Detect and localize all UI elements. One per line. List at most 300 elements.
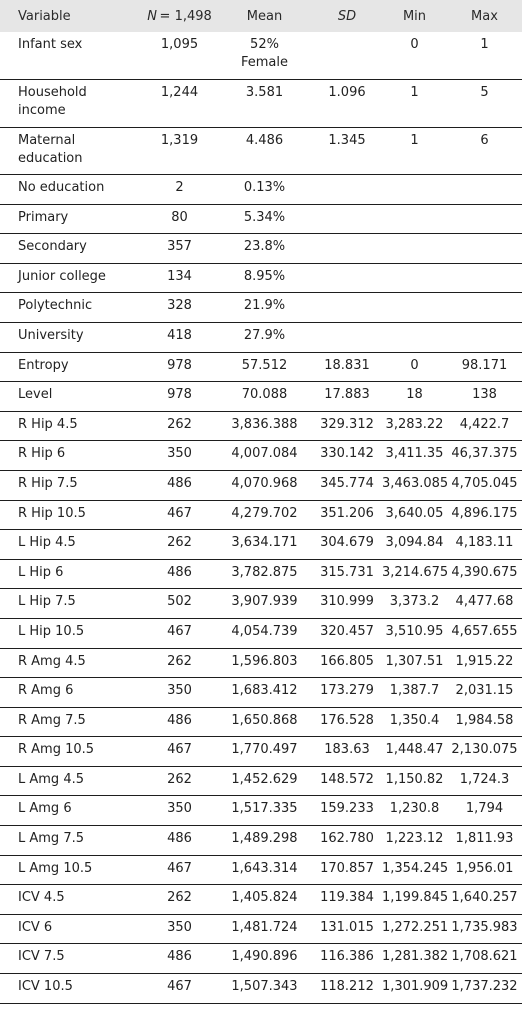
cell-mean <box>217 263 312 293</box>
cell-sd <box>312 826 382 856</box>
cell-n-text: 486 <box>167 712 192 728</box>
cell-n <box>142 352 217 382</box>
cell-max <box>447 204 522 234</box>
cell-sd <box>312 127 382 175</box>
cell-mean <box>217 293 312 323</box>
table-row <box>0 263 522 293</box>
cell-min <box>382 80 447 128</box>
cell-sd <box>312 855 382 885</box>
cell-sd-text: 118.212 <box>320 979 374 995</box>
cell-mean-text: 1,770.497 <box>231 742 298 758</box>
cell-mean-text: 4.486 <box>245 132 284 148</box>
cell-min <box>382 707 447 737</box>
cell-sd <box>312 796 382 826</box>
cell-n-text: 502 <box>167 594 192 610</box>
cell-mean <box>217 678 312 708</box>
table-row <box>0 80 522 128</box>
cell-variable <box>0 737 142 767</box>
table-row <box>0 441 522 471</box>
cell-variable <box>0 293 142 323</box>
cell-sd <box>312 737 382 767</box>
cell-min-text: 1 <box>410 85 419 100</box>
cell-mean <box>217 826 312 856</box>
header-n-label: N <box>147 8 157 24</box>
cell-variable <box>0 234 142 264</box>
cell-sd <box>312 234 382 264</box>
cell-n-text: 2 <box>175 180 184 195</box>
cell-sd-text: 345.774 <box>320 475 374 491</box>
cell-mean-text: 3,907.939 <box>231 594 298 610</box>
cell-n <box>142 204 217 234</box>
table-row <box>0 648 522 678</box>
cell-max <box>447 796 522 826</box>
cell-variable-text: R Amg 4.5 <box>18 653 86 669</box>
cell-n <box>142 32 217 80</box>
cell-sd-text: 173.279 <box>320 683 374 699</box>
cell-max-text: 6 <box>480 132 489 148</box>
cell-max <box>447 618 522 648</box>
cell-max-text: 4,657.655 <box>451 623 518 639</box>
cell-n-text: 357 <box>167 239 192 255</box>
cell-max <box>447 441 522 471</box>
cell-min-text: 1 <box>410 132 419 148</box>
cell-n <box>142 707 217 737</box>
cell-mean <box>217 796 312 826</box>
cell-min-text: 3,510.95 <box>385 623 444 639</box>
cell-mean <box>217 411 312 441</box>
cell-mean-text: 3,634.171 <box>231 535 298 551</box>
cell-variable <box>0 322 142 352</box>
cell-variable-text: R Hip 6 <box>18 446 66 462</box>
cell-min <box>382 589 447 619</box>
cell-max <box>447 500 522 530</box>
header-variable: Variable <box>18 8 71 24</box>
cell-n-text: 328 <box>167 298 192 314</box>
cell-sd <box>312 411 382 441</box>
cell-n-text: 418 <box>167 327 192 343</box>
cell-variable <box>0 707 142 737</box>
cell-max <box>447 974 522 1004</box>
cell-min <box>382 263 447 293</box>
cell-max <box>447 855 522 885</box>
header-n <box>142 0 217 32</box>
cell-n-text: 467 <box>167 623 192 639</box>
cell-n-text: 467 <box>167 742 192 758</box>
cell-mean-text: 1,452.629 <box>231 771 298 787</box>
cell-max <box>447 559 522 589</box>
cell-sd <box>312 322 382 352</box>
header-max: Max <box>471 8 498 24</box>
cell-min-text: 0 <box>410 37 419 52</box>
cell-sd <box>312 589 382 619</box>
cell-mean-text: 8.95% <box>243 268 286 284</box>
cell-n <box>142 796 217 826</box>
cell-max-text: 1,811.93 <box>455 831 514 847</box>
cell-variable-text: Level <box>18 387 53 403</box>
cell-max-text: 2,031.15 <box>455 683 514 699</box>
cell-min <box>382 648 447 678</box>
cell-min-text: 1,272.251 <box>382 919 449 935</box>
cell-variable <box>0 914 142 944</box>
cell-n <box>142 885 217 915</box>
cell-max <box>447 885 522 915</box>
cell-mean <box>217 234 312 264</box>
cell-mean <box>217 559 312 589</box>
cell-min <box>382 885 447 915</box>
cell-n <box>142 263 217 293</box>
cell-max <box>447 234 522 264</box>
cell-mean-text: 23.8% <box>243 239 286 255</box>
cell-variable-text: Polytechnic <box>18 298 93 314</box>
cell-min <box>382 293 447 323</box>
cell-min <box>382 530 447 560</box>
cell-sd <box>312 352 382 382</box>
cell-max <box>447 382 522 412</box>
table-header <box>0 0 522 32</box>
cell-max <box>447 944 522 974</box>
cell-min-text: 3,214.675 <box>382 564 449 580</box>
cell-sd-text: 320.457 <box>320 623 374 639</box>
table-row <box>0 470 522 500</box>
cell-variable <box>0 500 142 530</box>
cell-max <box>447 530 522 560</box>
cell-mean-text: 52% <box>250 37 279 52</box>
cell-variable-text: Primary <box>18 209 69 225</box>
cell-max-text: 1,984.58 <box>455 712 514 728</box>
cell-max-text: 1 <box>480 37 489 52</box>
cell-mean <box>217 322 312 352</box>
cell-mean-text: 4,279.702 <box>231 505 298 521</box>
cell-variable <box>0 589 142 619</box>
cell-mean-text: 4,070.968 <box>231 475 298 491</box>
cell-min-text: 3,283.22 <box>385 416 444 432</box>
cell-n <box>142 826 217 856</box>
cell-variable-text: L Amg 4.5 <box>18 771 84 787</box>
table-row <box>0 234 522 264</box>
header-mean: Mean <box>246 8 283 24</box>
cell-mean <box>217 766 312 796</box>
cell-variable-text: ICV 6 <box>18 919 53 935</box>
header-min: Min <box>402 8 427 24</box>
cell-max <box>447 322 522 352</box>
cell-min <box>382 382 447 412</box>
cell-n <box>142 766 217 796</box>
cell-max-text: 1,724.3 <box>459 771 510 787</box>
cell-min-text: 1,150.82 <box>385 771 444 787</box>
cell-min <box>382 204 447 234</box>
cell-variable <box>0 559 142 589</box>
cell-variable-text: R Amg 6 <box>18 683 74 699</box>
cell-min-text: 1,448.47 <box>385 742 444 758</box>
cell-variable <box>0 441 142 471</box>
cell-min <box>382 352 447 382</box>
cell-min-text: 3,094.84 <box>385 535 444 551</box>
cell-n-text: 486 <box>167 949 192 965</box>
cell-n-text: 1,095 <box>160 37 199 52</box>
cell-sd <box>312 80 382 128</box>
cell-variable <box>0 80 142 128</box>
cell-variable-text: Junior college <box>18 268 106 284</box>
cell-sd-text: 119.384 <box>320 890 374 906</box>
cell-mean-text: 1,405.824 <box>231 890 298 906</box>
cell-variable <box>0 127 142 175</box>
cell-max <box>447 707 522 737</box>
cell-min-text: 1,387.7 <box>389 683 440 699</box>
cell-variable <box>0 974 142 1004</box>
cell-mean <box>217 204 312 234</box>
cell-min-text: 3,463.085 <box>382 475 449 491</box>
cell-sd <box>312 470 382 500</box>
cell-variable-text: L Hip 10.5 <box>18 623 85 639</box>
cell-min <box>382 32 447 80</box>
cell-n <box>142 293 217 323</box>
table-row <box>0 127 522 175</box>
cell-n-text: 486 <box>167 475 192 491</box>
cell-mean-text: 21.9% <box>243 298 286 314</box>
table-row <box>0 678 522 708</box>
cell-min-text: 1,307.51 <box>385 653 444 669</box>
cell-sd-text: 310.999 <box>320 594 374 610</box>
cell-mean-text: 1,490.896 <box>231 949 298 965</box>
cell-mean <box>217 352 312 382</box>
cell-n <box>142 678 217 708</box>
cell-min <box>382 234 447 264</box>
table-row <box>0 707 522 737</box>
cell-max <box>447 175 522 205</box>
cell-n <box>142 648 217 678</box>
cell-mean <box>217 127 312 175</box>
cell-variable <box>0 766 142 796</box>
cell-variable-text: L Hip 7.5 <box>18 594 76 610</box>
cell-variable <box>0 796 142 826</box>
cell-n-text: 978 <box>167 357 192 373</box>
cell-n-text: 350 <box>167 446 192 462</box>
cell-min-text: 18 <box>406 387 423 403</box>
cell-n <box>142 80 217 128</box>
cell-mean-text: 0.13% <box>243 180 286 195</box>
table-row <box>0 175 522 205</box>
cell-mean <box>217 470 312 500</box>
cell-n-text: 262 <box>167 535 192 551</box>
table-row <box>0 293 522 323</box>
cell-sd <box>312 382 382 412</box>
cell-variable <box>0 204 142 234</box>
cell-n <box>142 411 217 441</box>
cell-sd-text: 159.233 <box>320 801 374 817</box>
cell-max-text: 138 <box>472 387 497 403</box>
cell-n <box>142 944 217 974</box>
table-row <box>0 618 522 648</box>
cell-sd <box>312 530 382 560</box>
cell-n <box>142 974 217 1004</box>
cell-max <box>447 127 522 175</box>
cell-n-text: 80 <box>171 209 188 225</box>
cell-sd-text: 329.312 <box>320 416 374 432</box>
cell-n-text: 486 <box>167 564 192 580</box>
cell-sd-text: 162.780 <box>320 831 374 847</box>
cell-variable-text: ICV 10.5 <box>18 979 73 995</box>
cell-max-text: 1,640.257 <box>451 890 518 906</box>
cell-mean <box>217 175 312 205</box>
cell-sd-text: 1.096 <box>328 85 366 100</box>
cell-min-text: 3,640.05 <box>385 505 444 521</box>
table-body <box>0 32 522 1003</box>
table-row <box>0 500 522 530</box>
cell-sd <box>312 707 382 737</box>
cell-mean-text: 1,507.343 <box>231 979 298 995</box>
cell-n <box>142 559 217 589</box>
cell-mean <box>217 589 312 619</box>
cell-mean-text: 1,596.803 <box>231 653 298 669</box>
cell-mean-text: 1,643.314 <box>231 860 298 876</box>
cell-max <box>447 470 522 500</box>
cell-mean-text: 1,683.412 <box>231 683 298 699</box>
cell-max <box>447 826 522 856</box>
cell-max <box>447 766 522 796</box>
cell-max-text: 2,130.075 <box>451 742 518 758</box>
cell-max-text: 4,183.11 <box>455 535 514 551</box>
cell-variable <box>0 470 142 500</box>
cell-variable-text: ICV 4.5 <box>18 890 65 906</box>
cell-min <box>382 470 447 500</box>
table-row <box>0 32 522 80</box>
cell-variable-text: No education <box>18 180 105 195</box>
cell-n-text: 262 <box>167 890 192 906</box>
cell-sd <box>312 263 382 293</box>
cell-sd-text: 166.805 <box>320 653 374 669</box>
table-row <box>0 885 522 915</box>
cell-max-text: 4,705.045 <box>451 475 518 491</box>
cell-variable <box>0 944 142 974</box>
cell-min-text: 1,281.382 <box>382 949 449 965</box>
cell-min <box>382 559 447 589</box>
cell-max <box>447 263 522 293</box>
cell-mean-text: 1,481.724 <box>231 919 298 935</box>
cell-mean-text: 3,782.875 <box>231 564 298 580</box>
cell-variable-text: Maternal <box>18 132 76 148</box>
cell-n-text: 350 <box>167 683 192 699</box>
cell-sd <box>312 618 382 648</box>
cell-variable-text: R Amg 7.5 <box>18 712 86 728</box>
cell-max <box>447 411 522 441</box>
cell-variable-text: income <box>18 103 66 118</box>
cell-mean <box>217 382 312 412</box>
cell-sd-text: 17.883 <box>324 387 370 403</box>
table-row <box>0 411 522 441</box>
table-row <box>0 382 522 412</box>
cell-mean-text: 1,517.335 <box>231 801 298 817</box>
header-row <box>0 0 522 32</box>
cell-min <box>382 127 447 175</box>
cell-variable-text: R Hip 4.5 <box>18 416 78 432</box>
cell-sd <box>312 678 382 708</box>
cell-mean-text: 5.34% <box>243 209 286 225</box>
cell-sd-text: 183.63 <box>324 742 370 758</box>
cell-max-text: 4,477.68 <box>455 594 514 610</box>
cell-mean <box>217 885 312 915</box>
cell-variable-text: L Amg 7.5 <box>18 831 84 847</box>
cell-sd <box>312 204 382 234</box>
cell-mean-text: 3.581 <box>245 85 284 100</box>
cell-min <box>382 855 447 885</box>
cell-n-text: 350 <box>167 919 192 935</box>
table-row <box>0 826 522 856</box>
cell-n <box>142 737 217 767</box>
cell-n-text: 486 <box>167 831 192 847</box>
cell-mean <box>217 530 312 560</box>
cell-mean <box>217 974 312 1004</box>
cell-n <box>142 470 217 500</box>
cell-sd <box>312 648 382 678</box>
cell-variable <box>0 618 142 648</box>
table-row <box>0 589 522 619</box>
cell-n <box>142 530 217 560</box>
cell-sd <box>312 914 382 944</box>
cell-max <box>447 80 522 128</box>
cell-variable <box>0 263 142 293</box>
cell-variable-text: Household <box>18 85 87 100</box>
table-row <box>0 322 522 352</box>
cell-variable-text: R Hip 10.5 <box>18 505 86 521</box>
table-row <box>0 204 522 234</box>
cell-n-text: 467 <box>167 860 192 876</box>
cell-max-text: 1,737.232 <box>451 979 518 995</box>
cell-n <box>142 441 217 471</box>
cell-max-text: 1,794 <box>465 801 504 817</box>
cell-n <box>142 500 217 530</box>
cell-n-text: 467 <box>167 505 192 521</box>
cell-min <box>382 618 447 648</box>
cell-n <box>142 855 217 885</box>
cell-max <box>447 648 522 678</box>
cell-mean-text: 1,489.298 <box>231 831 298 847</box>
cell-min <box>382 322 447 352</box>
cell-n <box>142 618 217 648</box>
cell-min-text: 1,230.8 <box>389 801 440 817</box>
cell-n-text: 350 <box>167 801 192 817</box>
cell-n <box>142 127 217 175</box>
cell-sd <box>312 885 382 915</box>
cell-sd <box>312 175 382 205</box>
cell-min <box>382 944 447 974</box>
table-row <box>0 737 522 767</box>
cell-min <box>382 766 447 796</box>
cell-sd-text: 131.015 <box>320 919 374 935</box>
cell-min <box>382 974 447 1004</box>
cell-variable <box>0 411 142 441</box>
cell-variable-text: R Amg 10.5 <box>18 742 95 758</box>
cell-min-text: 3,411.35 <box>385 446 444 462</box>
cell-sd <box>312 32 382 80</box>
cell-max <box>447 293 522 323</box>
cell-min <box>382 826 447 856</box>
cell-max-text: 1,915.22 <box>455 653 514 669</box>
cell-sd-text: 176.528 <box>320 712 374 728</box>
cell-n-text: 262 <box>167 653 192 669</box>
cell-min-text: 1,199.845 <box>382 890 449 906</box>
cell-sd <box>312 441 382 471</box>
cell-max <box>447 352 522 382</box>
table-row <box>0 559 522 589</box>
cell-mean <box>217 80 312 128</box>
cell-mean <box>217 737 312 767</box>
cell-n <box>142 175 217 205</box>
cell-variable-text: Secondary <box>18 239 87 255</box>
cell-sd-text: 170.857 <box>320 860 374 876</box>
cell-max-text: 4,390.675 <box>451 564 518 580</box>
cell-max <box>447 737 522 767</box>
cell-sd <box>312 559 382 589</box>
